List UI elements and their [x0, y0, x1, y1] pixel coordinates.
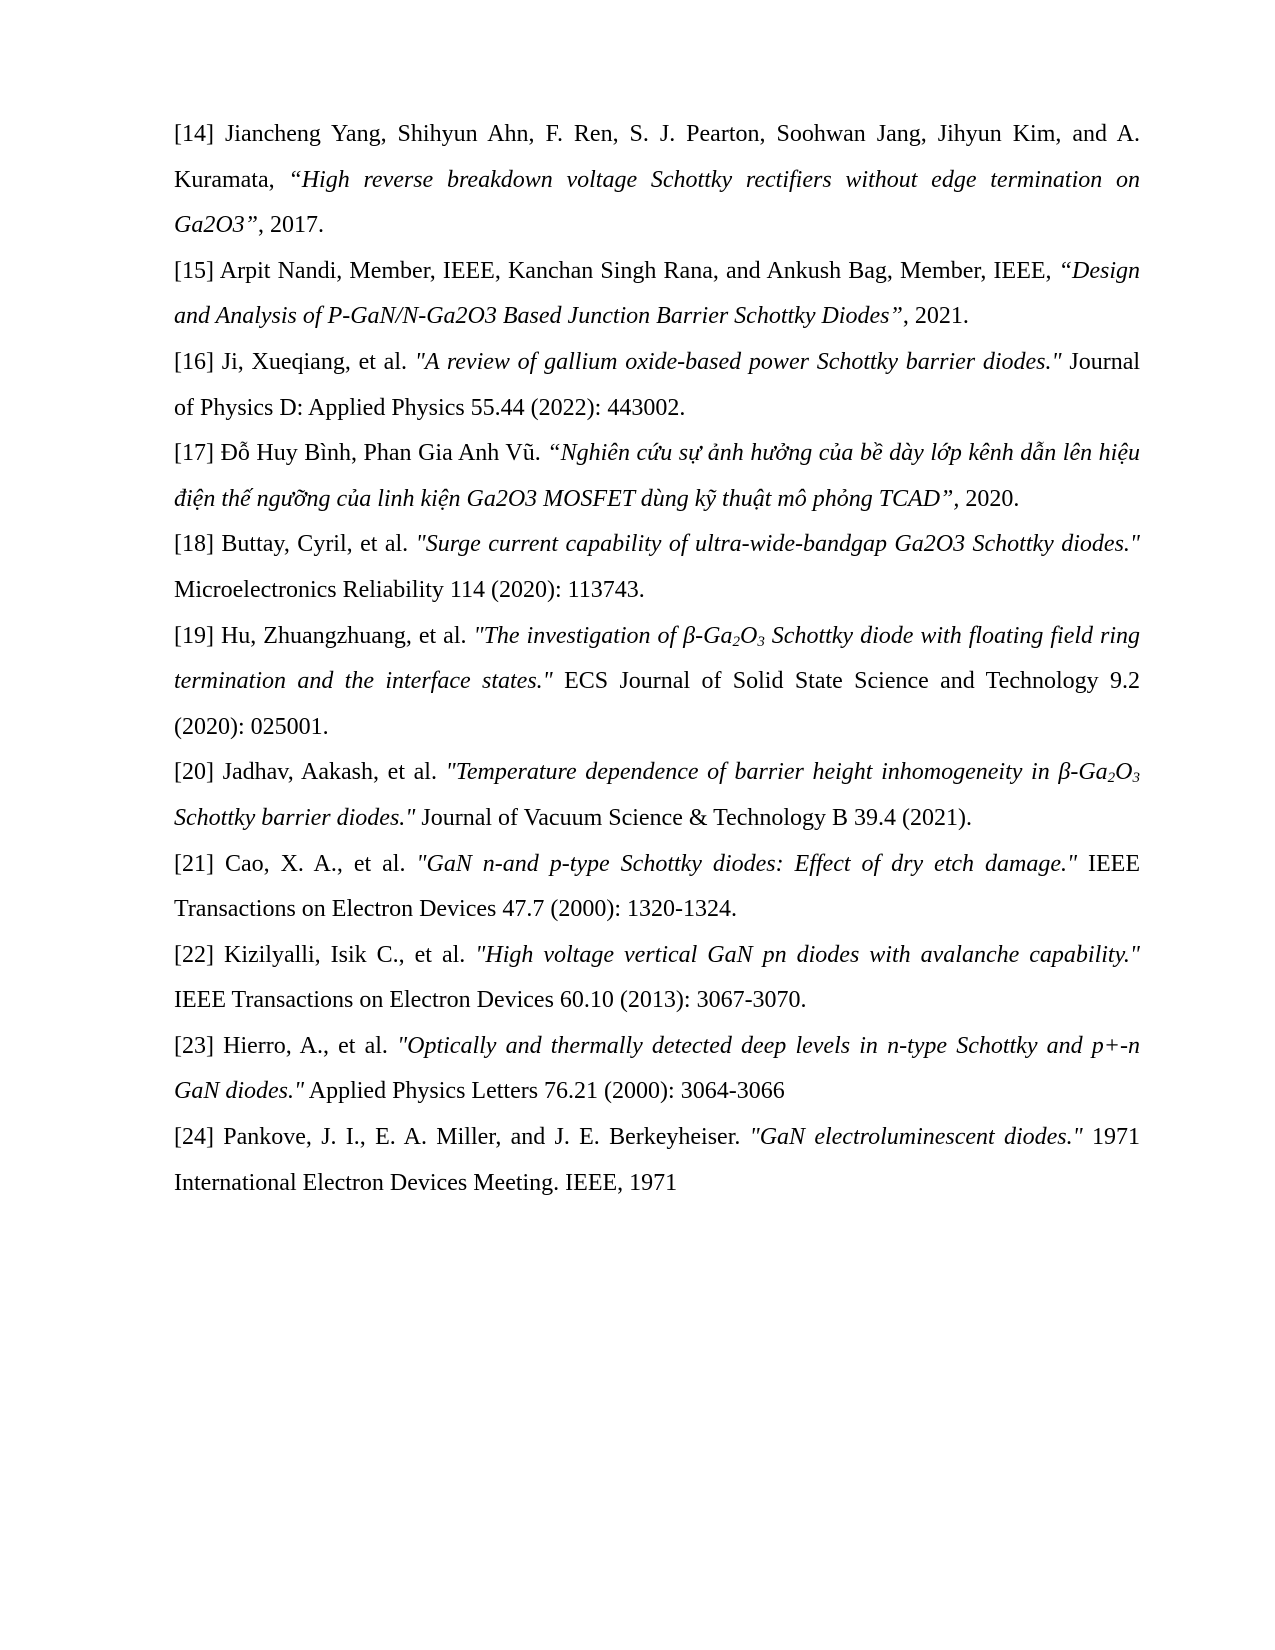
reference-title: “Design and Analysis of P-GaN/N-Ga2O3 Based Junction Barrier Schottky Diodes”	[174, 257, 1140, 330]
reference-title: "High voltage vertical GaN pn diodes with avalanche capability."	[475, 941, 1140, 968]
reference-label: [18]	[174, 531, 214, 558]
title-part: "Temperature dependence of barrier height inhomogeneity in β-Ga	[445, 759, 1108, 786]
reference-authors: Ji, Xueqiang, et al.	[213, 348, 415, 375]
reference-authors: Hierro, A., et al.	[213, 1032, 398, 1059]
reference-authors: Pankove, J. I., E. A. Miller, and J. E. Berkeyheiser.	[213, 1124, 750, 1151]
reference-title: “Nghiên cứu sự ảnh hưởng của bề dày lớp kênh dẫn lên hiệu điện thế ngưỡng của linh kiện Ga2O3 MOSFET dùng kỹ thuật mô phỏng TCAD”,	[174, 440, 1140, 512]
reference-source: Applied Physics Letters 76.21 (2000): 3064-3066	[304, 1078, 785, 1105]
reference-label: [23]	[174, 1032, 214, 1059]
reference-title: "GaN n-and p-type Schottky diodes: Effect of dry etch damage."	[416, 850, 1078, 877]
reference-source: IEEE Transactions on Electron Devices 47.7 (2000): 1320-1324.	[174, 850, 1140, 923]
reference-23	[174, 1024, 1140, 1115]
reference-source: IEEE Transactions on Electron Devices 60.10 (2013): 3067-3070.	[174, 987, 807, 1014]
reference-title: “High reverse breakdown voltage Schottky rectifiers without edge termination on Ga2O3”	[174, 166, 1140, 239]
reference-label: [14]	[174, 121, 214, 147]
reference-source: Journal of Physics D: Applied Physics 55.44 (2022): 443002.	[174, 348, 1141, 421]
reference-title: "A review of gallium oxide-based power Schottky barrier diodes."	[414, 348, 1062, 375]
reference-label: [21]	[174, 850, 214, 877]
subscript: 3	[757, 633, 765, 650]
reference-19	[174, 614, 1140, 751]
title-part: O	[739, 622, 758, 649]
reference-authors: Arpit Nandi, Member, IEEE, Kanchan Singh Rana, and Ankush Bag, Member, IEEE,	[213, 257, 1059, 284]
reference-source: 2020.	[959, 485, 1020, 512]
reference-source: Microelectronics Reliability 114 (2020): 113743.	[174, 576, 645, 603]
reference-title: "GaN electroluminescent diodes."	[749, 1124, 1083, 1151]
subscript: 2	[732, 633, 740, 650]
title-part: O	[1115, 759, 1133, 786]
reference-source: ECS Journal of Solid State Science and Technology 9.2 (2020): 025001.	[174, 668, 1140, 740]
title-part: Schottky diode with floating field ring termination and the interface states."	[174, 622, 1141, 695]
reference-authors: Kizilyalli, Isik C., et al.	[213, 941, 476, 968]
reference-source: 1971 International Electron Devices Meeting. IEEE, 1971	[174, 1124, 1141, 1196]
reference-authors: Cao, X. A., et al.	[213, 850, 417, 877]
reference-title: "Optically and thermally detected deep levels in n-type Schottky and p+-n GaN diodes."	[174, 1032, 1140, 1105]
title-part: Schottky barrier diodes."	[174, 804, 416, 831]
reference-15	[174, 249, 1140, 340]
reference-16	[174, 340, 1140, 431]
reference-21	[174, 842, 1140, 933]
reference-22	[174, 933, 1140, 1024]
reference-17	[174, 431, 1140, 522]
reference-label: [16]	[174, 348, 214, 375]
subscript: 3	[1132, 770, 1140, 787]
reference-label: [19]	[174, 622, 214, 649]
reference-authors: Hu, Zhuangzhuang, et al.	[213, 622, 474, 649]
reference-label: [17]	[174, 440, 214, 467]
reference-label: [15]	[174, 257, 214, 284]
reference-title: "Surge current capability of ultra-wide-bandgap Ga2O3 Schottky diodes."	[415, 531, 1140, 558]
title-part: "The investigation of β-Ga	[473, 622, 733, 649]
reference-source: , 2021.	[902, 303, 969, 330]
reference-authors: Jadhav, Aakash, et al.	[213, 759, 446, 786]
reference-24	[174, 1115, 1140, 1206]
reference-list	[174, 112, 1140, 1206]
reference-label: [22]	[174, 941, 214, 968]
reference-label: [20]	[174, 759, 214, 786]
reference-source: Journal of Vacuum Science & Technology B 39.4 (2021).	[415, 804, 973, 831]
reference-20	[174, 750, 1140, 841]
subscript: 2	[1107, 770, 1116, 787]
reference-authors: Jiancheng Yang, Shihyun Ahn, F. Ren, S. J. Pearton, Soohwan Jang, Jihyun Kim, and A. Kuramata,	[174, 121, 1140, 193]
reference-authors: Buttay, Cyril, et al.	[213, 531, 416, 558]
reference-authors: Đỗ Huy Bình, Phan Gia Anh Vũ.	[213, 440, 548, 467]
reference-18	[174, 522, 1140, 613]
reference-14	[174, 112, 1140, 249]
reference-source: , 2017.	[258, 212, 325, 239]
reference-label: [24]	[174, 1124, 214, 1151]
